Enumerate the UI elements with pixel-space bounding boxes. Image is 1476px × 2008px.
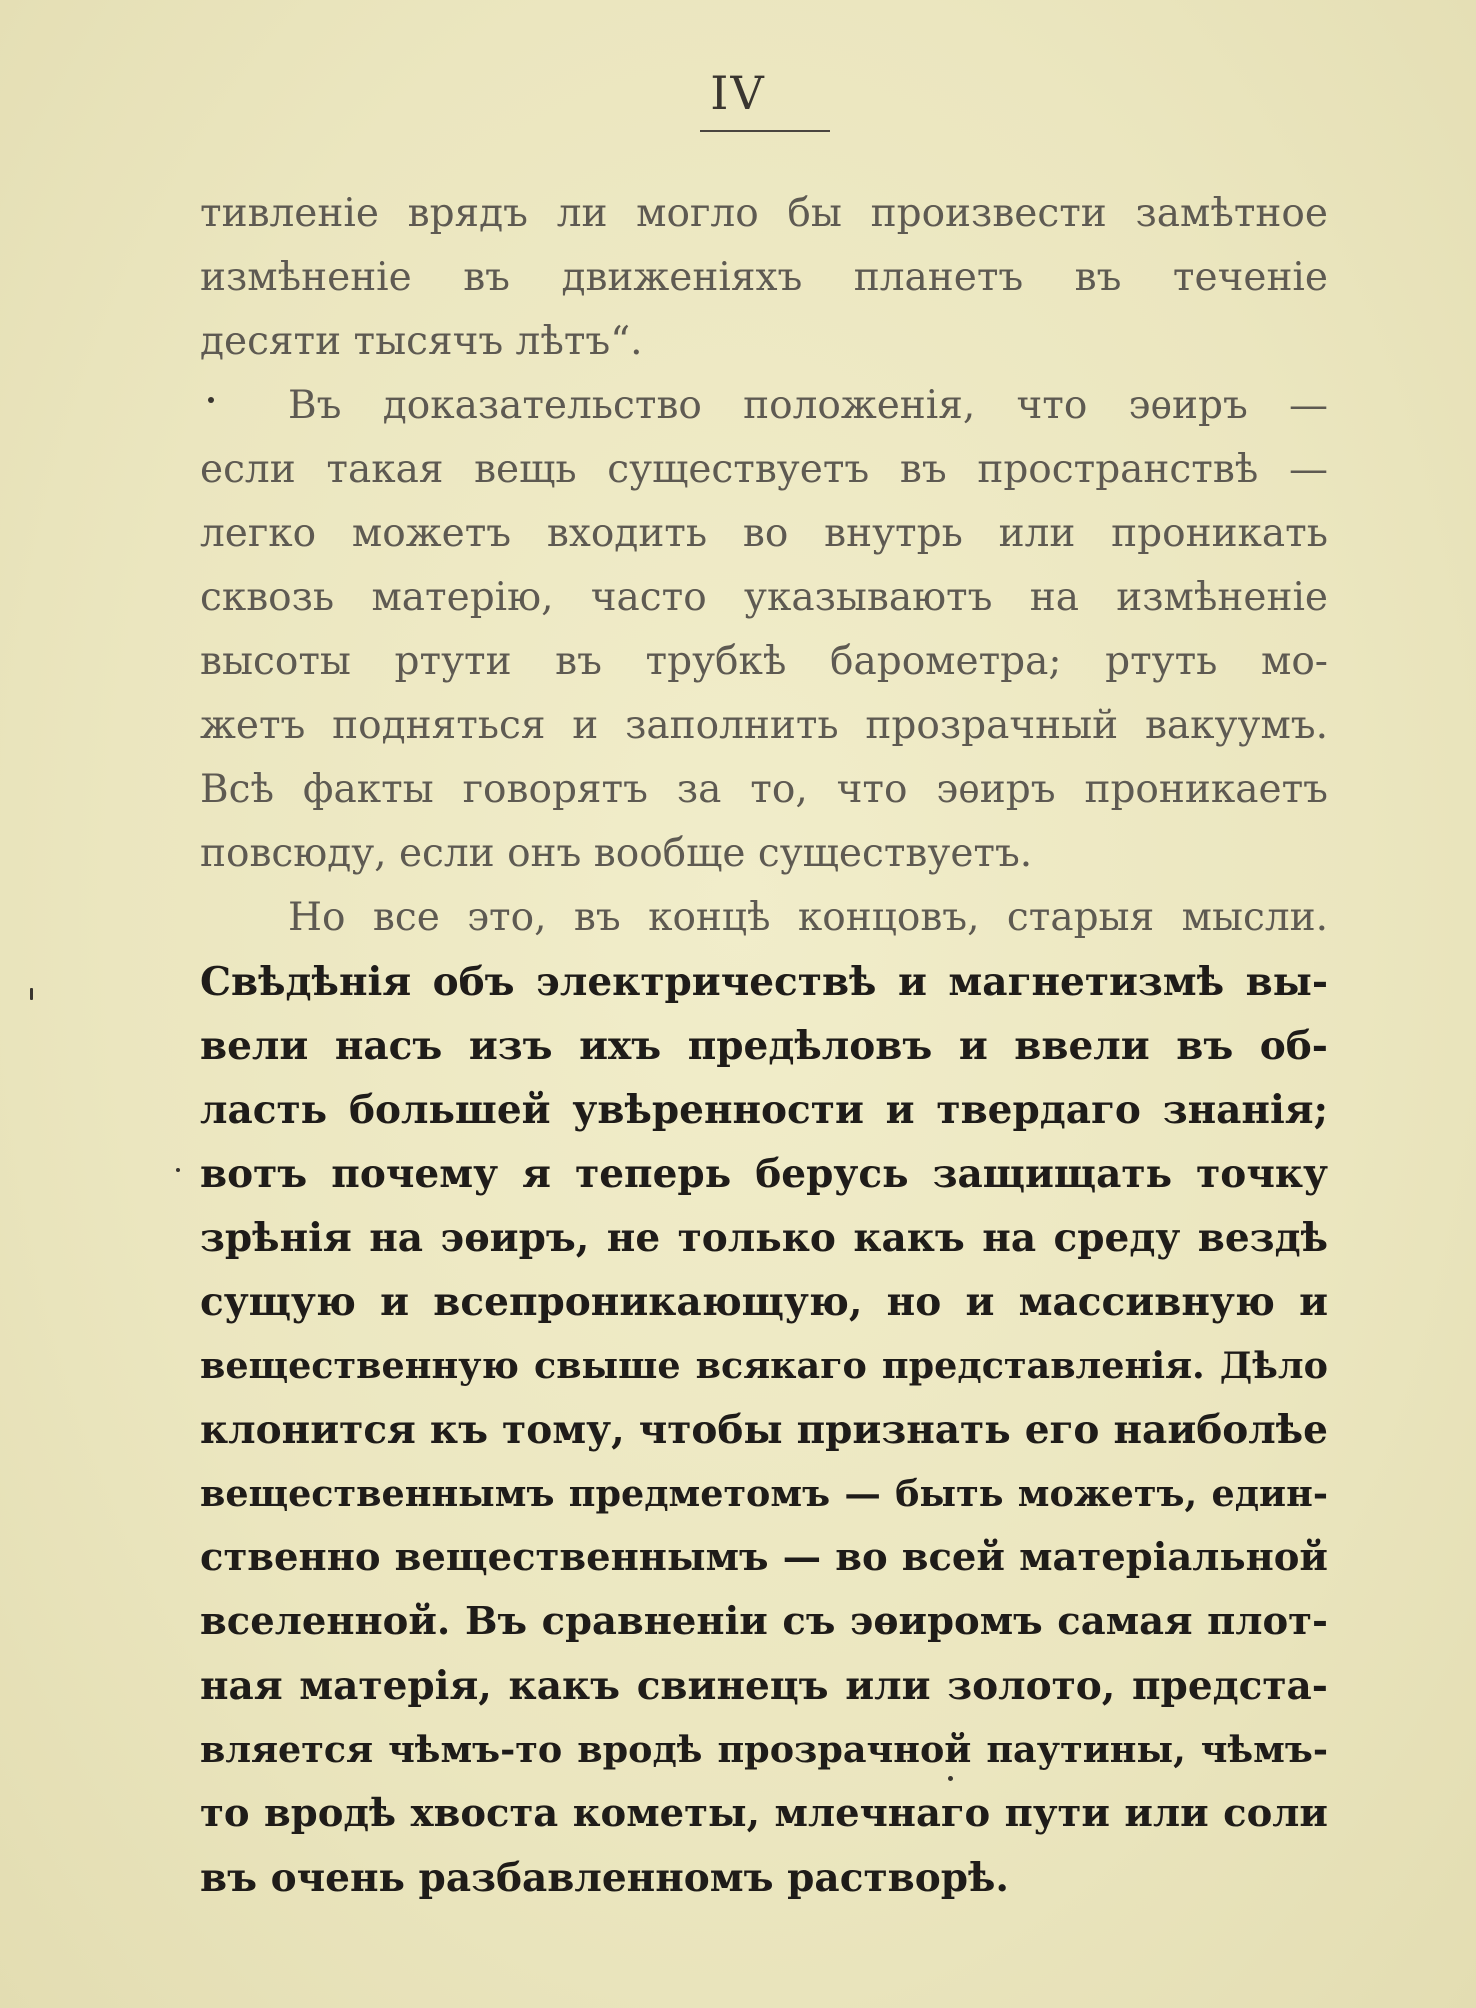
text-line: ственно вещественнымъ — во всей матеріальной — [200, 1535, 1328, 1580]
text-line: Но все это, въ концѣ концовъ, старыя мысли. — [288, 895, 1328, 940]
text-line: въ очень разбавленномъ растворѣ. — [200, 1855, 1009, 1901]
page-number-rule — [700, 130, 830, 132]
print-speck — [948, 1776, 953, 1781]
text-line: вотъ почему я теперь берусь защищать точку — [200, 1151, 1328, 1197]
text-line: клонится къ тому, чтобы признать его наиболѣе — [200, 1407, 1328, 1453]
page-number: IV — [710, 66, 766, 120]
print-speck — [30, 988, 33, 1000]
text-line: сквозь матерію, часто указываютъ на измѣненіе — [200, 575, 1328, 620]
text-line: сущую и всепроникающую, но и массивную и — [200, 1279, 1328, 1325]
text-line: вели насъ изъ ихъ предѣловъ и ввели въ об- — [200, 1023, 1328, 1069]
text-line: тивленіе врядъ ли могло бы произвести замѣтное — [200, 191, 1328, 236]
text-line: Въ доказательство положенія, что эѳиръ — — [288, 383, 1328, 428]
text-line: высоты ртути въ трубкѣ барометра; ртуть мо- — [200, 639, 1328, 684]
text-line: Всѣ факты говорятъ за то, что эѳиръ проникаетъ — [200, 767, 1328, 812]
text-line: десяти тысячъ лѣтъ“. — [200, 319, 643, 364]
text-line: вещественную свыше всякаго представленія. Дѣло — [200, 1344, 1328, 1387]
text-line: вляется чѣмъ-то вродѣ прозрачной паутины, чѣмъ- — [200, 1728, 1328, 1771]
text-line: ная матерія, какъ свинецъ или золото, предста- — [200, 1663, 1328, 1709]
text-line: вселенной. Въ сравненіи съ эѳиромъ самая плот- — [200, 1599, 1328, 1644]
text-line: ласть большей увѣренности и твердаго знанія; — [200, 1087, 1328, 1133]
text-line: повсюду, если онъ вообще существуетъ. — [200, 831, 1033, 876]
text-line: измѣненіе въ движеніяхъ планетъ въ теченіе — [200, 255, 1328, 300]
text-line: жетъ подняться и заполнить прозрачный вакуумъ. — [200, 703, 1328, 748]
text-line: легко можетъ входить во внутрь или проникать — [200, 511, 1328, 556]
text-line: зрѣнія на эѳиръ, не только какъ на среду вездѣ — [200, 1215, 1328, 1261]
text-line: вещественнымъ предметомъ — быть можетъ, един- — [200, 1472, 1328, 1515]
body-text — [200, 182, 1328, 1910]
text-line: если такая вещь существуетъ въ пространствѣ — — [200, 447, 1328, 492]
print-speck — [208, 397, 214, 403]
text-line: Свѣдѣнія объ электричествѣ и магнетизмѣ вы- — [200, 959, 1328, 1005]
print-speck — [176, 1168, 180, 1172]
text-line: то вродѣ хвоста кометы, млечнаго пути или соли — [200, 1791, 1328, 1836]
